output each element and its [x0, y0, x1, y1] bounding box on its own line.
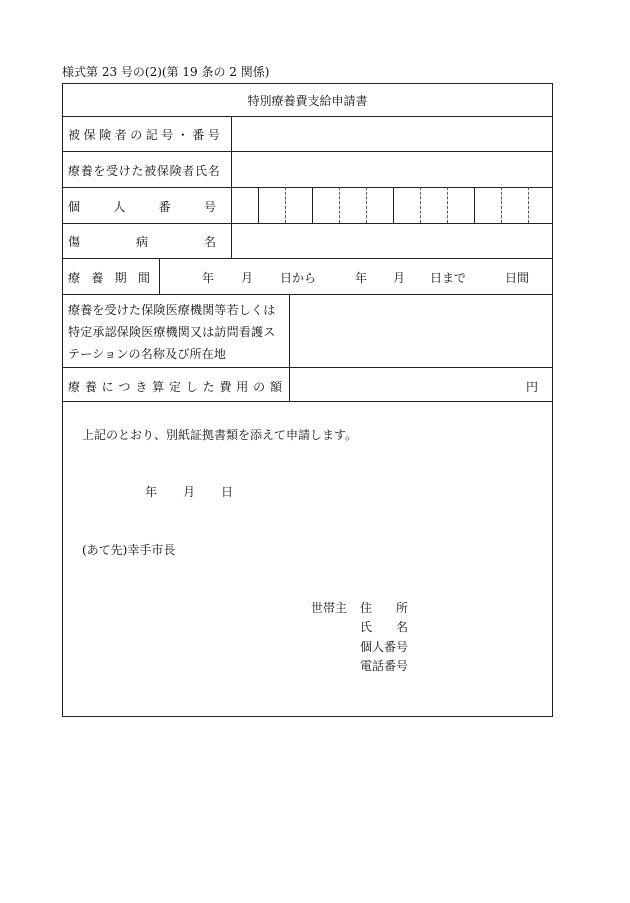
- period-divider: [159, 258, 160, 294]
- rule: [62, 187, 553, 188]
- insured-code-label: 被 保 険 者 の 記 号 ・ 番 号: [68, 128, 220, 142]
- head-of-household-label: 世帯主: [311, 601, 348, 615]
- period-month-to: 月: [393, 271, 406, 285]
- period-day-from: 日から: [280, 271, 317, 285]
- date-year: 年: [145, 485, 158, 499]
- rule: [62, 401, 553, 402]
- addressee: (あて先)幸手市長: [82, 543, 176, 557]
- institution-label-line-1: 療養を受けた保険医療機関等若しくは: [68, 303, 276, 317]
- date-month: 月: [183, 485, 196, 499]
- applicant-personal-number-label: 個 人 番 号: [360, 640, 409, 654]
- personal-number-label: 個 人 番 号: [68, 200, 216, 214]
- disease-name-label: 傷 病 名: [68, 235, 216, 249]
- digit-box-divider: [501, 187, 502, 223]
- institution-label-line-3: テーションの名称及び所在地: [68, 347, 227, 361]
- patient-name-label: 療養を受けた被保険者氏名: [68, 164, 221, 178]
- name-label: 氏 名: [360, 620, 408, 634]
- period-day-to: 日まで: [430, 271, 467, 285]
- period-month-from: 月: [241, 271, 254, 285]
- yen-unit: 円: [526, 380, 539, 394]
- date-day: 日: [221, 485, 234, 499]
- digit-box-divider: [528, 187, 529, 223]
- period-days: 日間: [505, 271, 530, 285]
- digit-box-divider: [258, 187, 259, 223]
- digit-box-divider: [285, 187, 286, 223]
- digit-box-divider: [447, 187, 448, 223]
- digit-box-divider: [312, 187, 313, 223]
- period-year-to: 年: [355, 271, 368, 285]
- digit-box-divider: [420, 187, 421, 223]
- period-year-from: 年: [202, 271, 215, 285]
- rule: [62, 294, 553, 295]
- rule: [62, 116, 553, 117]
- rule: [62, 258, 553, 259]
- form-title: 特別療養費支給申請書: [247, 94, 368, 108]
- address-label: 住 所: [360, 601, 408, 615]
- digit-box-divider: [366, 187, 367, 223]
- digit-box-divider: [474, 187, 475, 223]
- treatment-period-label: 療 養 期 間: [68, 271, 150, 285]
- digit-box-divider: [393, 187, 394, 223]
- institution-divider: [289, 294, 290, 401]
- rule: [62, 223, 553, 224]
- rule: [62, 367, 553, 368]
- rule: [62, 151, 553, 152]
- label-column-divider: [231, 116, 232, 258]
- institution-label-line-2: 特定承認保険医療機関又は訪問看護ス: [68, 325, 276, 339]
- declaration-text: 上記のとおり、別紙証拠書類を添えて申請します。: [82, 428, 358, 442]
- form-reference: 様式第 23 号の(2)(第 19 条の 2 関係): [62, 65, 270, 79]
- cost-label: 療 養 に つ き 算 定 し た 費 用 の 額: [68, 380, 282, 394]
- phone-number-label: 電 話 番 号: [360, 659, 409, 673]
- digit-box-divider: [339, 187, 340, 223]
